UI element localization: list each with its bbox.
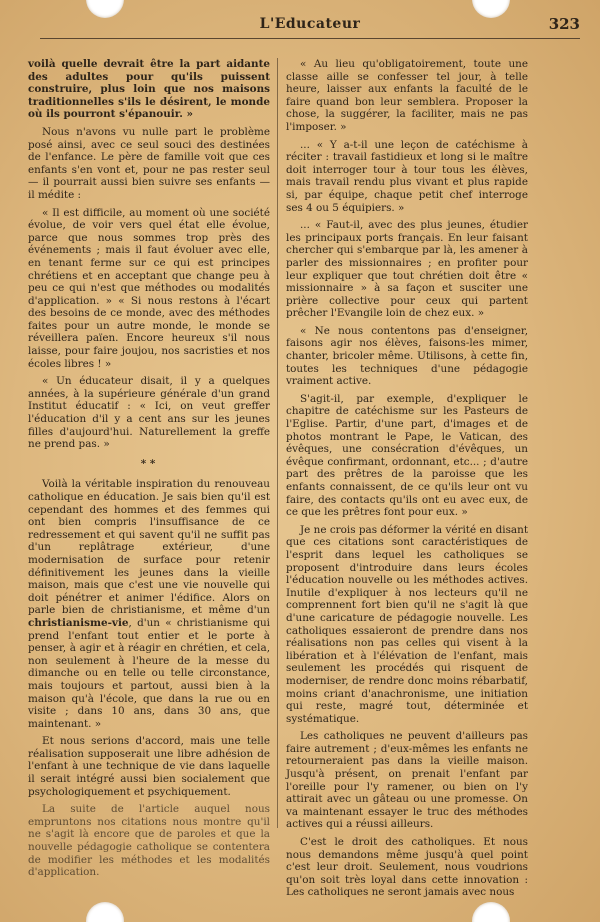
quote-paragraph: S'agit-il, par exemple, d'expliquer le chapitre de catéchisme sur les Pasteurs de l'Eglise. Partir, d'une part, d'images et de photos montrant le Pape, le Vatican, des évêques, une consécration d'évêques, un évêque confirmant, ordonnant, etc... ; d'autre part des prêtres de la paroisse que les enfants connaissent, de ce qu'ils leur ont vu faire, des contacts qu'ils ont eu avec eux, de ce que les prêtres font pour eux. »: [286, 392, 528, 519]
quote-paragraph: ... « Y a-t-il une leçon de catéchisme à réciter : travail fastidieux et long si le maître doit interroger tour à tour tous les élèves, mais travail rendu plus vivant et plus rapide si, par équipe, chaque petit chef interroge ses 4 ou 5 équipiers. »: [286, 138, 528, 214]
quote-paragraph: « Il est difficile, au moment où une société évolue, de voir vers quel état elle évolue, parce que nous sommes trop près des événements ; mais il faut évoluer avec elle, en tenant ferme sur ce qui est principes chrétiens et en acceptant que change peu à peu ce qui n'est que méthodes ou modalités d'application. » « Si nous restons à l'écart des besoins de ce monde, avec des méthodes faites pour un autre monde, le monde se réveillera païen. Encore heureux s'il nous laisse, pour faire joujou, nos sacristies et nos écoles libres ! »: [28, 206, 270, 370]
emphasis-text: christianisme-vie: [28, 616, 129, 629]
quote-paragraph: ... « Faut-il, avec des plus jeunes, étudier les principaux ports français. En leur faisant chercher qui s'embarque par là, les amener à parler des missionnaires ; en profiter pour leur expliquer que tout chrétien doit être « missionnaire » à sa façon et susciter une prière collective pour ceux qui partent prêcher l'Evangile loin de chez eux. »: [286, 219, 528, 320]
paragraph: Les catholiques ne peuvent d'ailleurs pas faire autrement ; d'eux-mêmes les enfants ne retourneraient pas dans la vieille maison. Jusqu'à présent, on prenait l'enfant par l'oreille pour l'y ramener, ou bien on l'y attirait avec un gâteau ou une promesse. On va maintenant essayer le truc des méthodes actives qui a réussi ailleurs.: [286, 730, 528, 831]
paragraph: voilà quelle devrait être la part aidante des adultes pour qu'ils puissent construire, plus loin que nos maisons traditionnelles s'ils le désirent, le monde où ils pourront s'épanouir. »: [28, 58, 270, 121]
paragraph: Nous n'avons vu nulle part le problème posé ainsi, avec ce seul souci des destinées de l'enfance. Le père de famille voit que ces enfants s'en vont et, pour ne pas rester seul — il pourrait aussi bien suivre ses enfants — il médite :: [28, 125, 270, 201]
column-divider: [277, 58, 278, 828]
quote-paragraph: « Au lieu qu'obligatoirement, toute une classe aille se confesser tel jour, à telle heure, laisser aux enfants la faculté de le faire quand bon leur semblera. Proposer la chose, la suggérer, la faciliter, mais ne pas l'imposer. »: [286, 58, 528, 133]
section-separator: ∗∗: [139, 455, 159, 468]
paragraph: C'est le droit des catholiques. Et nous nous demandons même jusqu'à quel point c'est leur droit. Seulement, nous voudrions qu'on soit très loyal dans cette innovation : Les catholiques ne seront jamais avec nous: [286, 836, 528, 899]
left-column: [28, 58, 270, 884]
paragraph: Et nous serions d'accord, mais une telle réalisation supposerait une libre adhésion de l'enfant à une technique de vie dans laquelle il serait intégré aussi bien socialement que psychologiquement et psychiquement.: [28, 735, 270, 798]
punch-hole: [86, 902, 124, 922]
paragraph: Je ne crois pas déformer la vérité en disant que ces citations sont caractéristiques de l'esprit dans lequel les catholiques se proposent d'introduire dans leurs écoles l'éducation nouvelle ou les méthodes actives. Inutile d'expliquer à nos lecteurs qu'il ne comprennent fort bien qu'il ne s'agit là que d'une caricature de pédagogie nouvelle. Les catholiques essaieront de prendre dans nos réalisations non pas celles qui visent à la libération et à l'élévation de l'enfant, mais seulement les procédés qui risquent de moderniser, de rendre donc moins rébarbatif, moins criant d'anachronisme, une initiation qui reste, magré tout, déterminée et systématique.: [286, 523, 528, 725]
right-column: [286, 58, 528, 904]
quote-paragraph: « Ne nous contentons pas d'enseigner, faisons agir nos élèves, faisons-les mimer, chanter, bricoler même. Utilisons, à cette fin, toutes les techniques d'une pédagogie vraiment active.: [286, 324, 528, 388]
journal-title: L'Educateur: [259, 16, 361, 32]
paragraph: [28, 478, 270, 730]
punch-hole: [472, 902, 510, 922]
page-number: 323: [548, 15, 580, 33]
text-run: , d'un « christianisme qui prend l'enfant tout entier et le porte à penser, à agir et à réagir en chrétien, et cela, non seulement à l'heure de la messe du dimanche ou en telle ou telle circonstance, mais toujours et partout, aussi bien à la maison qu'à l'école, que dans la rue ou en visite ; dans 10 ans, dans 30 ans, que maintenant. »: [28, 616, 270, 730]
text-run: Voilà la véritable inspiration du renouveau catholique en éducation. Je sais bien qu'il est cependant des hommes et des femmes qui ont bien compris l'insuffisance de ce redressement et qui savent qu'il ne suffit pas d'un replâtrage extérieur, d'une modernisation de surface pour retenir définitivement les jeunes dans la vieille maison, mais que c'est une vie nouvelle qui doit pénétrer et animer l'édifice. Alors on parle bien de christianisme, et même d'un: [28, 478, 270, 617]
quote-paragraph: « Un éducateur disait, il y a quelques années, à la supérieure générale d'un grand Institut éducatif : « Ici, on veut greffer l'éducation d'il y a cent ans sur les jeunes filles d'aujourd'hui. Naturellement la greffe ne prend pas. »: [28, 375, 270, 451]
paragraph: La suite de l'article auquel nous empruntons nos citations nous montre qu'il ne s'agit là encore que de paroles et que la nouvelle pédagogie catholique se contentera de modifier les méthodes et les modalités d'application.: [28, 803, 270, 879]
running-header: [40, 14, 580, 39]
